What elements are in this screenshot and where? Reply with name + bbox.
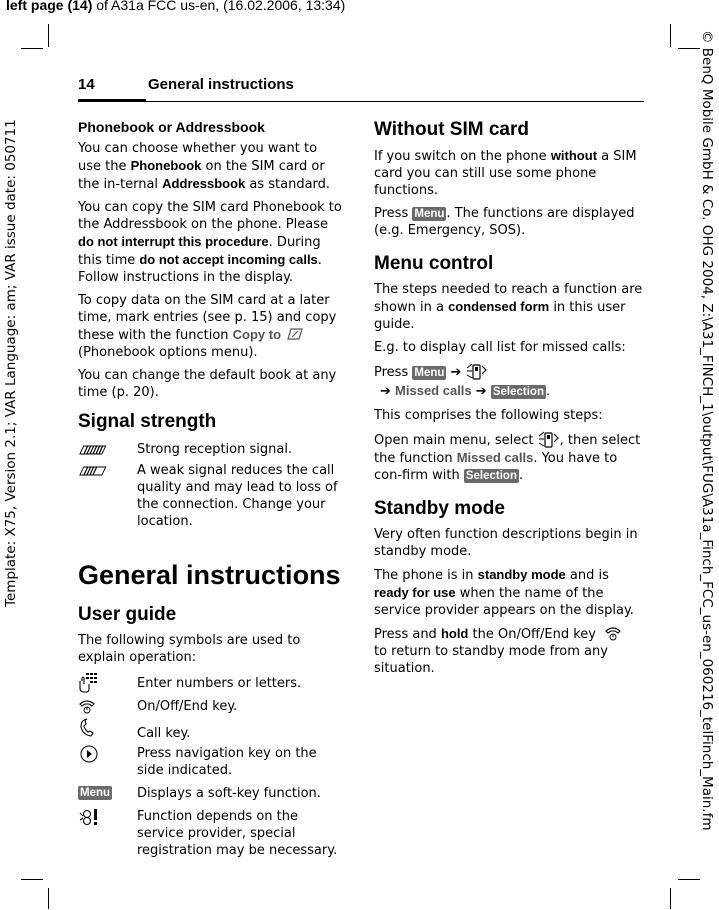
signal-strong-row: Strong reception signal. <box>78 441 344 458</box>
phonebook-paragraph-4: You can change the default book at any time (p. 20). <box>78 368 337 400</box>
symbol-row-service-provider: Function depends on the service provider, special registration may be necessary. <box>78 808 344 859</box>
menu-softkey-icon: Menu <box>80 787 111 799</box>
signal-strength-heading: Signal strength <box>78 411 217 432</box>
print-header <box>6 0 345 13</box>
call-key-icon <box>78 717 118 738</box>
symbol-row-end-key: On/Off/End key. <box>78 698 344 715</box>
menu-control-paragraph-1: The steps needed to reach a function are shown in a condensed form in this user guide. <box>374 282 643 332</box>
signal-weak-row: A weak signal reduces the call quality and may lead to loss of the connection. Change your location. <box>78 462 344 530</box>
print-header-info: of A31a FCC us-en, (16.02.2006, 13:34) <box>92 0 346 13</box>
standby-mode-heading: Standby mode <box>374 498 505 519</box>
service-provider-icon <box>78 807 118 827</box>
phonebook-paragraph-1: You can choose whether you want to use the Phonebook on the SIM card or the in-ternal Addressbook as standard. <box>78 141 331 192</box>
phonebook-paragraph-3: To copy data on the SIM card at a later time, mark entries (see p. 15) and copy these with the function Copy to (Phonebook options menu). <box>78 293 337 360</box>
running-head: General instructions <box>148 76 294 93</box>
phonebook-heading: Phonebook or Addressbook <box>78 119 265 135</box>
page-number: 14 <box>78 76 95 93</box>
menu-control-example: Press Menu ➔ ➔ Missed calls ➔ Selection . <box>374 362 644 401</box>
print-header-page: left page (14) <box>6 0 93 13</box>
symbol-row-softkey: Menu Displays a soft-key function. <box>80 786 321 801</box>
nav-right-icon <box>78 744 118 764</box>
crop-mark <box>48 888 49 909</box>
left-margin-note: Template: X75, Version 2.1; VAR Language: am; VAR issue date: 050711 <box>3 119 19 607</box>
selection-softkey: Selection <box>492 386 544 398</box>
keypad-icon <box>78 672 118 694</box>
right-column <box>374 119 644 683</box>
selection-softkey: Selection <box>465 470 517 482</box>
crop-mark <box>48 24 49 47</box>
menu-softkey: Menu <box>414 367 445 379</box>
crop-mark <box>678 879 700 880</box>
call-list-menu-icon <box>466 362 488 380</box>
standby-paragraph-3: Press and hold the On/Off/End key to return to standby mode from any situation. <box>374 625 644 677</box>
left-column <box>78 119 344 859</box>
signal-weak-icon <box>78 462 118 479</box>
user-guide-intro: The following symbols are used to explain operation: <box>78 633 301 665</box>
symbol-row-keypad: Enter numbers or letters. <box>78 675 344 692</box>
menu-control-heading: Menu control <box>374 253 494 274</box>
menu-softkey: Menu <box>414 208 445 220</box>
menu-control-paragraph-4: This comprises the following steps: <box>374 408 603 423</box>
arrow-icon: ➔ <box>475 384 487 399</box>
end-key-icon <box>604 625 624 641</box>
without-sim-heading: Without SIM card <box>374 119 529 140</box>
crop-mark <box>670 24 671 47</box>
standby-paragraph-2: The phone is in standby mode and is ready for use when the name of the service provider appears on the display. <box>374 567 634 618</box>
general-instructions-heading: General instructions <box>78 560 341 590</box>
menu-control-paragraph-5: Open main menu, select , then select the function Missed calls. You have to con-firm with Selection . <box>374 430 644 484</box>
standby-paragraph-1: Very often function descriptions begin in standby mode. <box>374 527 638 559</box>
end-key-icon <box>78 698 118 715</box>
call-list-menu-icon <box>538 430 560 448</box>
arrow-icon: ➔ <box>380 384 391 399</box>
symbol-row-call-key: Call key. <box>78 721 344 742</box>
signal-strong-icon <box>78 441 118 458</box>
user-guide-heading: User guide <box>78 604 177 625</box>
crop-mark <box>678 48 700 49</box>
header-rule <box>78 101 644 102</box>
symbol-row-nav-key: Press navigation key on the side indicated. <box>78 745 344 779</box>
options-icon <box>287 328 303 340</box>
phonebook-paragraph-2: You can copy the SIM card Phonebook to the Addressbook on the phone. Please do not interrupt this procedure. During this time do not accept incoming calls. Follow instructions in the display. <box>78 200 342 285</box>
right-margin-note: © BenQ Mobile GmbH & Co. OHG 2004, Z:\A31_FINCH_1\output\FUG\A31a_Finch_FCC_us-en_060216_telFinch_Main.fm <box>699 30 715 831</box>
crop-mark <box>21 48 43 49</box>
crop-mark <box>21 879 43 880</box>
arrow-icon: ➔ <box>450 365 462 380</box>
menu-control-paragraph-2: E.g. to display call list for missed calls: <box>374 340 626 355</box>
crop-mark <box>670 888 671 909</box>
without-sim-paragraph-1: If you switch on the phone without a SIM card you can still use some phone functions. <box>374 148 637 198</box>
without-sim-paragraph-2: Press Menu . The functions are displayed (e.g. Emergency, SOS). <box>374 206 635 238</box>
